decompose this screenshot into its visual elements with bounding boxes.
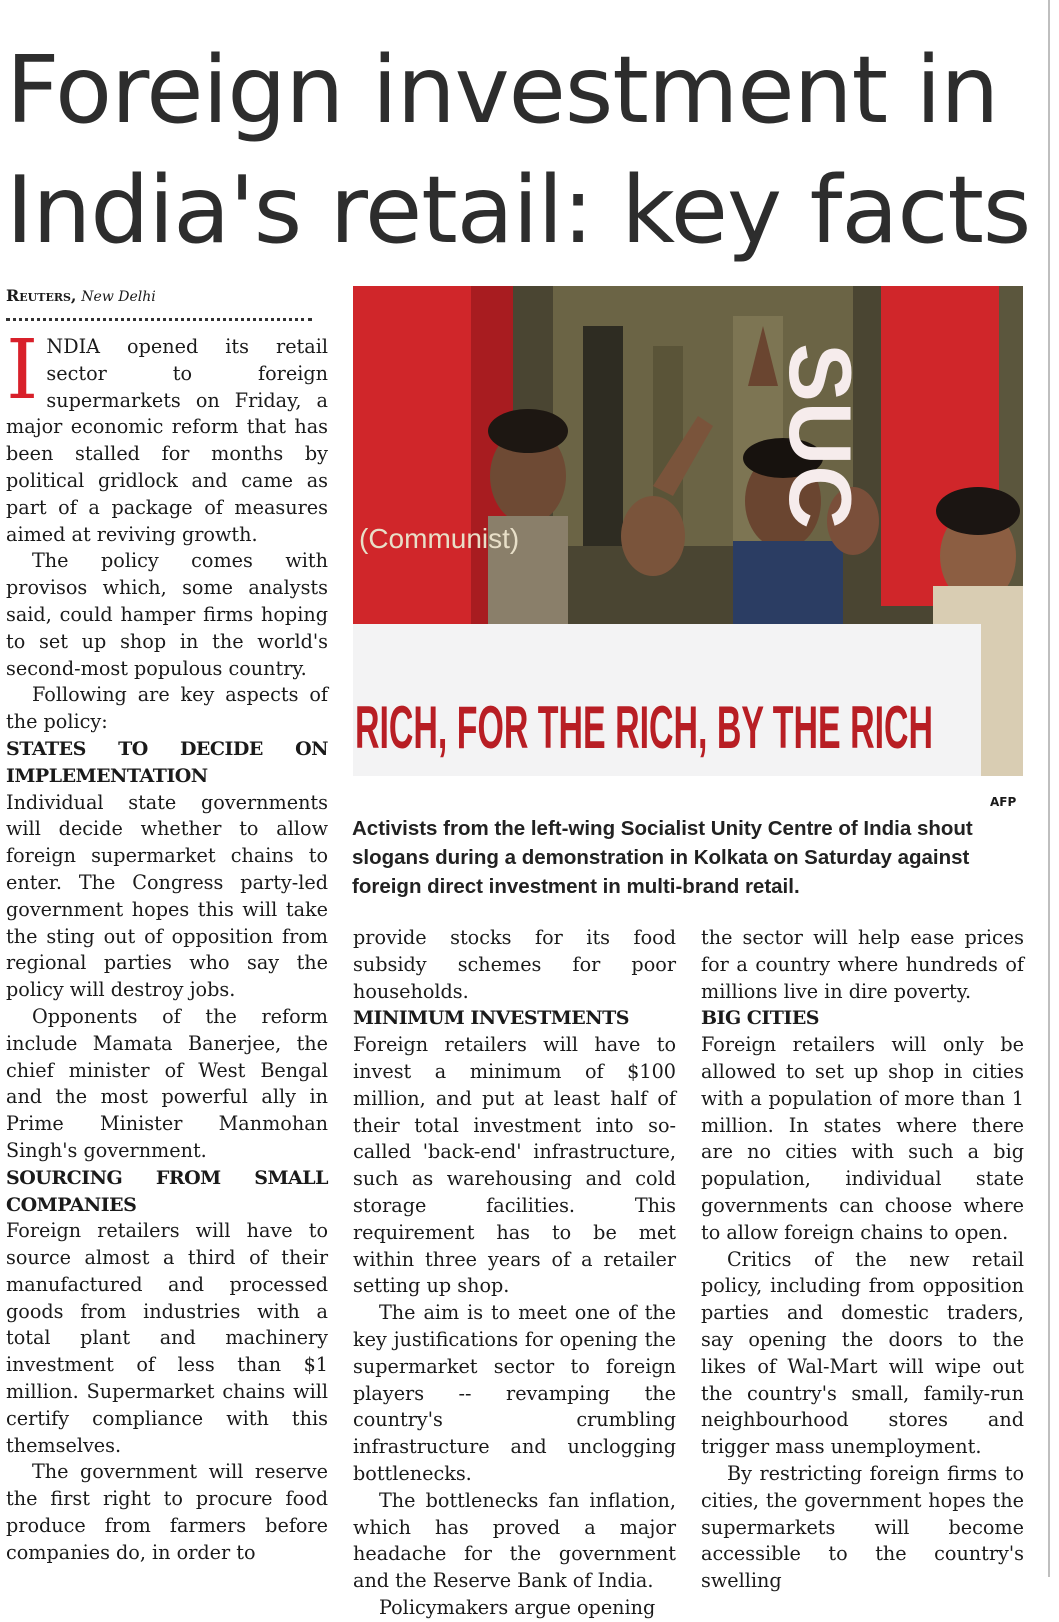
article-column-2 [353, 925, 676, 1622]
paragraph: provide stocks for its food subsidy schemes for poor households. [353, 926, 676, 1003]
paragraph: Policymakers argue opening [379, 1595, 656, 1619]
headline-line-2: India's retail: key facts [6, 156, 1031, 264]
paragraph: The aim is to meet one of the key justifications for opening the supermarket sector to foreign players -- revamping the country's crumbling infrastructure and unclogging bottlenecks. [353, 1301, 676, 1485]
bottom-banner-text: RICH, FOR THE RICH, BY THE RICH [355, 694, 933, 761]
paragraph: Foreign retailers will only be allowed to set up shop in cities with a population of more than 1 million. In states where there are no cities with such a big population, individual state governments can choose where to allow foreign chains to open. [701, 1033, 1024, 1244]
paragraph: Individual state governments will decide whether to allow foreign supermarket chains to enter. The Congress party-led government hopes this will take the sting out of opposition from regional parties who say the policy will destroy jobs. [6, 790, 328, 1002]
paragraph: the sector will help ease prices for a country where hundreds of millions live in dire poverty. [701, 926, 1024, 1003]
subheading: MINIMUM INVESTMENTS [353, 1007, 630, 1030]
protest-photo-illustration [353, 286, 1023, 776]
paragraph: Opponents of the reform include Mamata Banerjee, the chief minister of West Bengal and the most powerful ally in Prime Minister Manmohan Singh's government. [6, 1004, 328, 1162]
paragraph: By restricting foreign firms to cities, the government hopes the supermarkets will become accessible to the country's swelling [701, 1461, 1024, 1593]
byline-agency: Reuters, [6, 286, 77, 305]
paragraph: Foreign retailers will have to source almost a third of their manufactured and processed goods from industries with a total plant and machinery investment of less than $1 million. Supermarket chains will certify compliance with this themselves. [6, 1219, 328, 1457]
left-banner-text: (Communist) [359, 523, 520, 554]
subheading: SOURCING FROM SMALL COMPANIES [6, 1166, 328, 1216]
page-edge-line [1048, 0, 1050, 1577]
byline-place: New Delhi [81, 289, 156, 305]
photo-credit: AFP [990, 795, 1017, 809]
byline [6, 286, 156, 305]
article-column-1 [6, 323, 328, 1567]
lead-paragraph: INDIA opened its retail sector to foreign supermarkets on Friday, a major economic reform that has been stalled for months by political gridlock and came as part of a package of measures aimed at reviving growth. [6, 323, 328, 546]
paragraph: The government will reserve the first right to procure food produce from farmers before companies do, in order to [6, 1460, 328, 1564]
article-column-3 [701, 925, 1024, 1595]
paragraph: Foreign retailers will have to invest a minimum of $100 million, and put at least half of their total investment into so-called 'back-end' infrastructure, such as warehousing and cold storage facilities. This requirement has to be met within three years of a retailer setting up shop. [353, 1033, 676, 1298]
drop-cap: I [6, 323, 39, 418]
paragraph: Critics of the new retail policy, including from opposition parties and domestic traders, say opening the doors to the likes of Wal-Mart will wipe out the country's small, family-run neighbourhood stores and trigger mass unemployment. [701, 1247, 1024, 1459]
protest-photo [353, 286, 1023, 776]
dotted-divider [6, 318, 312, 321]
paragraph: Following are key aspects of the policy: [6, 683, 328, 734]
photo-caption: Activists from the left-wing Socialist Unity Centre of India shout slogans during a demonstration in Kolkata on Saturday against foreign direct investment in multi-brand retail. [352, 817, 973, 898]
paragraph: The policy comes with provisos which, some analysts said, could hamper firms hoping to set up shop in the world's second-most populous country. [6, 549, 328, 680]
right-banner-text: SUC [771, 343, 870, 529]
subheading: STATES TO DECIDE ON IMPLEMENTATION [6, 737, 328, 787]
headline-line-1: Foreign investment in [6, 36, 999, 144]
headline [6, 30, 1036, 270]
subheading: BIG CITIES [701, 1007, 820, 1030]
paragraph: The bottlenecks fan inflation, which has proved a major headache for the government and the Reserve Bank of India. [353, 1488, 676, 1593]
